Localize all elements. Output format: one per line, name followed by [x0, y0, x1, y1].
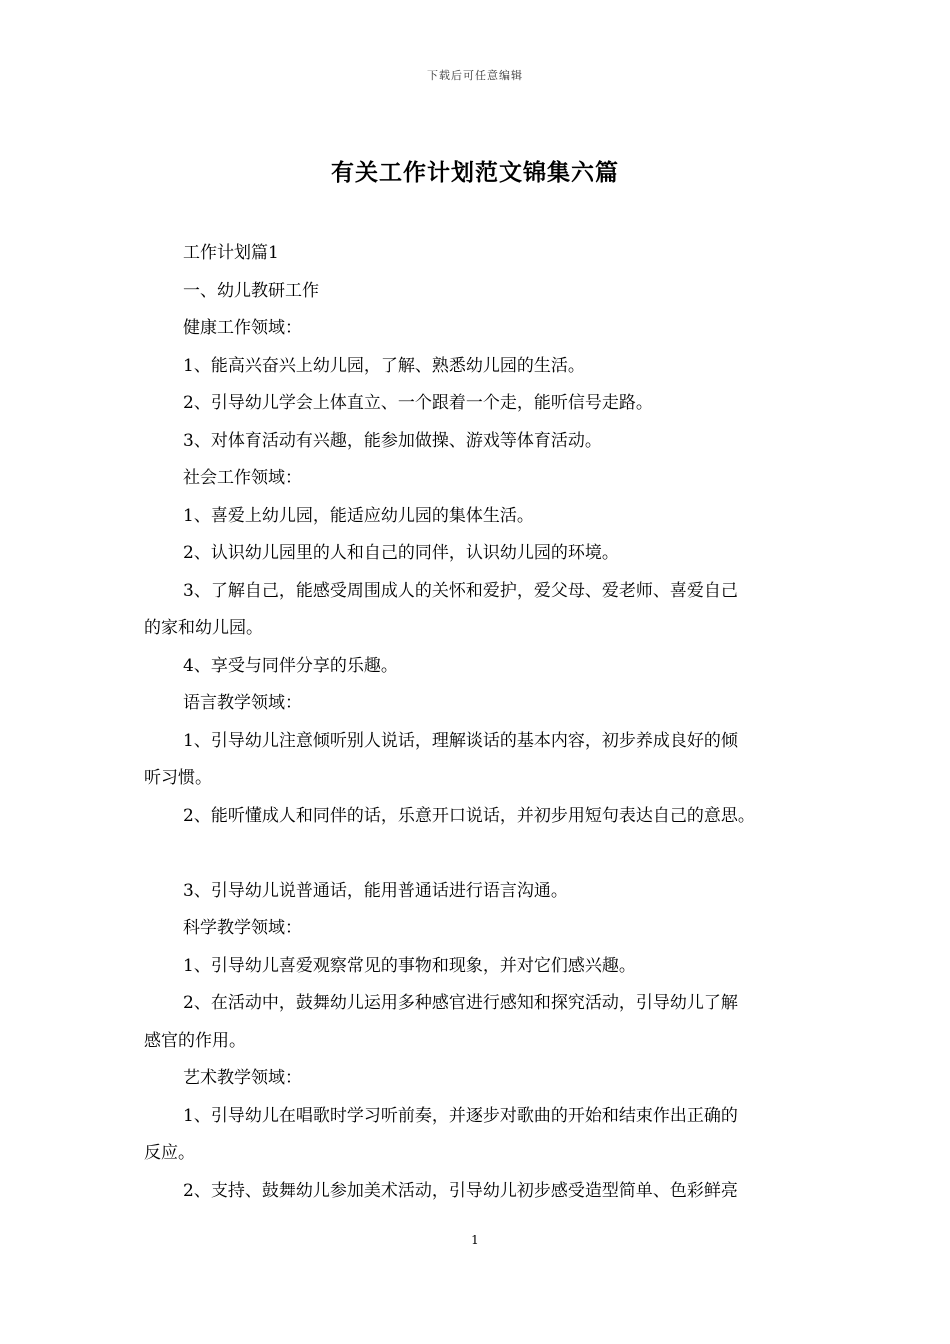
body-line: 一、幼儿教研工作	[183, 280, 319, 301]
body-line: 科学教学领域：	[183, 918, 302, 938]
body-line: 社会工作领域：	[183, 468, 302, 488]
body-line: 2、在活动中，鼓舞幼儿运用多种感官进行感知和探究活动，引导幼儿了解	[183, 993, 738, 1013]
body-line: 3、了解自己，能感受周围成人的关怀和爱护，爱父母、爱老师、喜爱自己	[183, 580, 738, 601]
body-line: 的家和幼儿园。	[144, 618, 263, 638]
body-line: 1、引导幼儿在唱歌时学习听前奏，并逐步对歌曲的开始和结束作出正确的	[183, 1105, 738, 1126]
body-line: 4、享受与同伴分享的乐趣。	[183, 655, 398, 676]
blank-line	[144, 835, 824, 873]
body-line: 感官的作用。	[144, 1030, 246, 1051]
body-line: 3、对体育活动有兴趣，能参加做操、游戏等体育活动。	[183, 430, 602, 451]
body-line: 1、引导幼儿喜爱观察常见的事物和现象，并对它们感兴趣。	[183, 955, 636, 976]
body-line: 工作计划篇1	[183, 243, 279, 263]
body-line: 2、支持、鼓舞幼儿参加美术活动，引导幼儿初步感受造型简单、色彩鲜亮	[183, 1180, 738, 1201]
body-line: 1、喜爱上幼儿园，能适应幼儿园的集体生活。	[183, 505, 534, 526]
body-line: 听习惯。	[144, 768, 212, 788]
body-line: 2、认识幼儿园里的人和自己的同伴，认识幼儿园的环境。	[183, 543, 619, 563]
page-header: 下载后可任意编辑	[427, 69, 523, 82]
page-number: 1	[471, 1233, 479, 1247]
body-line: 1、能高兴奋兴上幼儿园，了解、熟悉幼儿园的生活。	[183, 355, 585, 376]
body-line: 1、引导幼儿注意倾听别人说话，理解谈话的基本内容，初步养成良好的倾	[183, 730, 738, 751]
body-line: 艺术教学领域：	[183, 1068, 302, 1088]
body-line: 健康工作领域：	[183, 318, 302, 338]
document-body	[144, 235, 824, 1210]
body-line: 2、能听懂成人和同伴的话，乐意开口说话，并初步用短句表达自己的意思。	[183, 805, 755, 826]
body-line: 反应。	[144, 1143, 195, 1163]
document-title: 有关工作计划范文锦集六篇	[331, 159, 619, 186]
body-line: 语言教学领域：	[183, 693, 302, 713]
body-line: 2、引导幼儿学会上体直立、一个跟着一个走，能听信号走路。	[183, 393, 653, 413]
body-line: 3、引导幼儿说普通话，能用普通话进行语言沟通。	[183, 880, 568, 901]
